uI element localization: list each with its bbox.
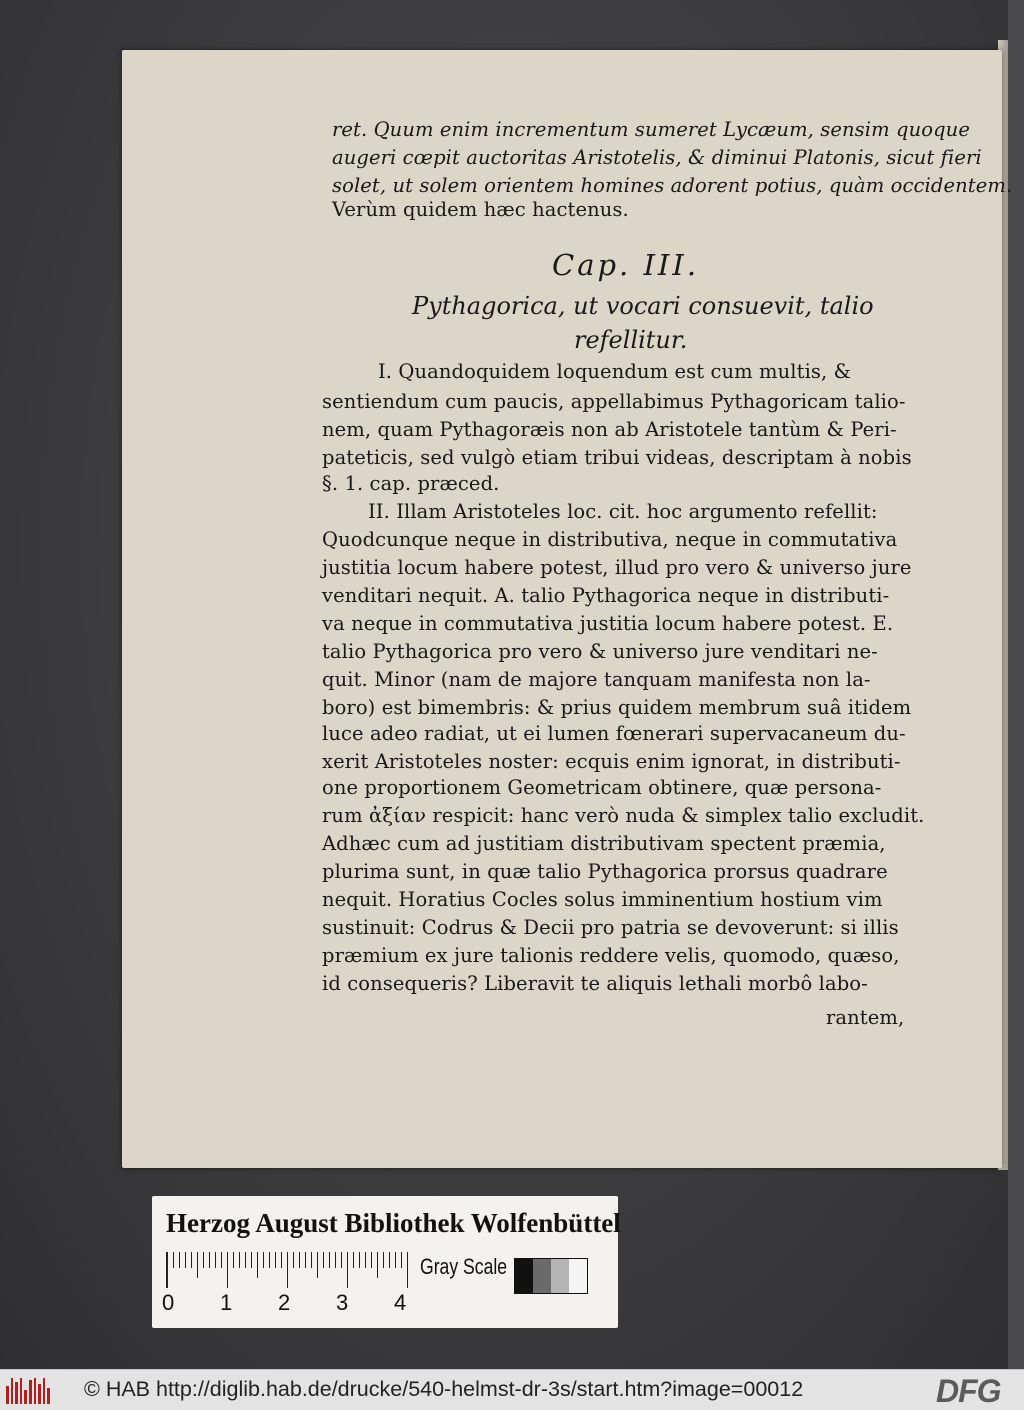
ruler-tick <box>389 1252 390 1268</box>
ruler-tick <box>227 1252 228 1288</box>
logo-bar <box>43 1378 46 1404</box>
ruler-tick <box>353 1252 354 1268</box>
ruler-tick <box>221 1252 222 1268</box>
ruler-tick <box>209 1252 210 1268</box>
ruler-tick <box>377 1252 378 1278</box>
ruler-tick <box>167 1252 168 1288</box>
gray-scale-label: Gray Scale <box>420 1254 508 1279</box>
text-line-2: augeri cœpit auctoritas Aristotelis, & diminui Platonis, sicut fieri <box>332 146 982 169</box>
ruler-tick <box>359 1252 360 1268</box>
ruler-tick <box>185 1252 186 1268</box>
ruler-tick <box>197 1252 198 1278</box>
ruler-tick <box>191 1252 192 1268</box>
ruler-tick <box>329 1252 330 1268</box>
gray-swatch <box>551 1259 569 1293</box>
logo-bar <box>47 1388 50 1404</box>
ruler-tick <box>269 1252 270 1268</box>
chapter-subtitle-line-2: refellitur. <box>574 326 688 354</box>
ruler-tick <box>335 1252 336 1268</box>
ruler-tick <box>323 1252 324 1268</box>
body-line: xerit Aristoteles noster: ecquis enim ignorat, in distributi- <box>322 750 901 773</box>
gutter-strip <box>1008 0 1024 1369</box>
logo-bar <box>20 1378 23 1404</box>
body-line: venditari nequit. A. talio Pythagorica neque in distributi- <box>322 584 890 607</box>
chapter-subtitle-line-1: Pythagorica, ut vocari consuevit, talio <box>412 292 874 320</box>
footer-bar <box>0 1369 1024 1410</box>
ruler-tick <box>275 1252 276 1268</box>
gray-swatch <box>515 1259 533 1293</box>
hab-barcode-logo-icon <box>6 1378 50 1404</box>
body-line: sentiendum cum paucis, appellabimus Pythagoricam talio- <box>322 390 906 413</box>
text-line-4: Verùm quidem hæc hactenus. <box>332 198 629 221</box>
body-line: justitia locum habere potest, illud pro vero & universo jure <box>322 556 912 579</box>
ruler-tick <box>317 1252 318 1278</box>
ruler-number-0: 0 <box>162 1290 175 1315</box>
ruler <box>166 1252 415 1288</box>
ruler-tick <box>407 1252 408 1288</box>
card-title: Herzog August Bibliothek Wolfenbüttel <box>166 1208 621 1238</box>
body-line: boro) est bimembris: & prius quidem membrum suâ itidem <box>322 696 912 719</box>
ruler-tick <box>287 1252 288 1288</box>
ruler-number-3: 3 <box>336 1290 349 1315</box>
body-line: rum ἀξίαν respicit: hanc verò nuda & simplex talio excludit. <box>322 804 925 827</box>
body-line: quit. Minor (nam de majore tanquam manifesta non la- <box>322 668 871 691</box>
logo-bar <box>29 1380 32 1404</box>
logo-bar <box>34 1378 37 1404</box>
logo-bar <box>6 1386 9 1404</box>
ruler-number-4: 4 <box>394 1290 407 1315</box>
dfg-logo: DFG <box>936 1373 1001 1409</box>
body-line: one proportionem Geometricam obtinere, quæ persona- <box>322 776 882 799</box>
body-line: pateticis, sed vulgò etiam tribui videas, descriptam à nobis <box>322 446 912 469</box>
logo-bar <box>11 1378 14 1404</box>
ruler-tick <box>305 1252 306 1268</box>
catchword: rantem, <box>826 1006 905 1029</box>
gray-swatch <box>533 1259 551 1293</box>
body-line: plurima sunt, in quæ talio Pythagorica prorsus quadrare <box>322 860 888 883</box>
ruler-tick <box>293 1252 294 1268</box>
ruler-tick <box>341 1252 342 1268</box>
ruler-number-1: 1 <box>220 1290 233 1315</box>
body-line: sustinuit: Codrus & Decii pro patria se devoverunt: si illis <box>322 916 899 939</box>
body-line: talio Pythagorica pro vero & universo jure venditari ne- <box>322 640 878 663</box>
ruler-tick <box>401 1252 402 1268</box>
chapter-heading: Cap. III. <box>552 248 700 282</box>
ruler-tick <box>395 1252 396 1268</box>
body-line: va neque in commutativa justitia locum habere potest. E. <box>322 612 894 635</box>
text-line-3: solet, ut solem orientem homines adorent potius, quàm occidentem. <box>332 174 1013 197</box>
gray-scale-swatches <box>514 1258 588 1294</box>
ruler-tick <box>299 1252 300 1268</box>
gray-swatch <box>569 1259 587 1293</box>
ruler-tick <box>179 1252 180 1268</box>
body-line: nequit. Horatius Cocles solus imminentium hostium vim <box>322 888 883 911</box>
logo-bar <box>24 1390 27 1404</box>
ruler-tick <box>233 1252 234 1268</box>
body-line: præmium ex jure talionis reddere velis, quomodo, quæso, <box>322 944 900 967</box>
body-line: Adhæc cum ad justitiam distributivam spectent præmia, <box>322 832 886 855</box>
body-line: nem, quam Pythagoræis non ab Aristotele tantùm & Peri- <box>322 418 897 441</box>
ruler-tick <box>311 1252 312 1268</box>
ruler-tick <box>173 1252 174 1268</box>
footer-copyright-link[interactable]: © HAB http://diglib.hab.de/drucke/540-helmst-dr-3s/start.htm?image=00012 <box>84 1377 804 1401</box>
body-line: I. Quandoquidem loquendum est cum multis, & <box>378 360 852 383</box>
body-line: Quodcunque neque in distributiva, neque in commutativa <box>322 528 898 551</box>
ruler-tick <box>245 1252 246 1268</box>
body-line: id consequeris? Liberavit te aliquis lethali morbô labo- <box>322 972 868 995</box>
logo-bar <box>15 1382 18 1404</box>
ruler-tick <box>251 1252 252 1268</box>
ruler-tick <box>263 1252 264 1268</box>
ruler-tick <box>383 1252 384 1268</box>
ruler-tick <box>371 1252 372 1268</box>
ruler-number-2: 2 <box>278 1290 291 1315</box>
color-reference-card <box>152 1196 621 1328</box>
body-line: §. 1. cap. præced. <box>322 472 500 495</box>
ruler-tick <box>215 1252 216 1268</box>
body-line: luce adeo radiat, ut ei lumen fœnerari supervacaneum du- <box>322 722 906 745</box>
body-line: II. Illam Aristoteles loc. cit. hoc argumento refellit: <box>368 500 878 523</box>
text-line-1: ret. Quum enim incrementum sumeret Lycæum, sensim quoque <box>332 118 970 141</box>
ruler-tick <box>281 1252 282 1268</box>
ruler-tick <box>203 1252 204 1268</box>
ruler-tick <box>347 1252 348 1288</box>
ruler-tick <box>365 1252 366 1268</box>
ruler-tick <box>257 1252 258 1278</box>
ruler-tick <box>239 1252 240 1268</box>
logo-bar <box>38 1384 41 1404</box>
